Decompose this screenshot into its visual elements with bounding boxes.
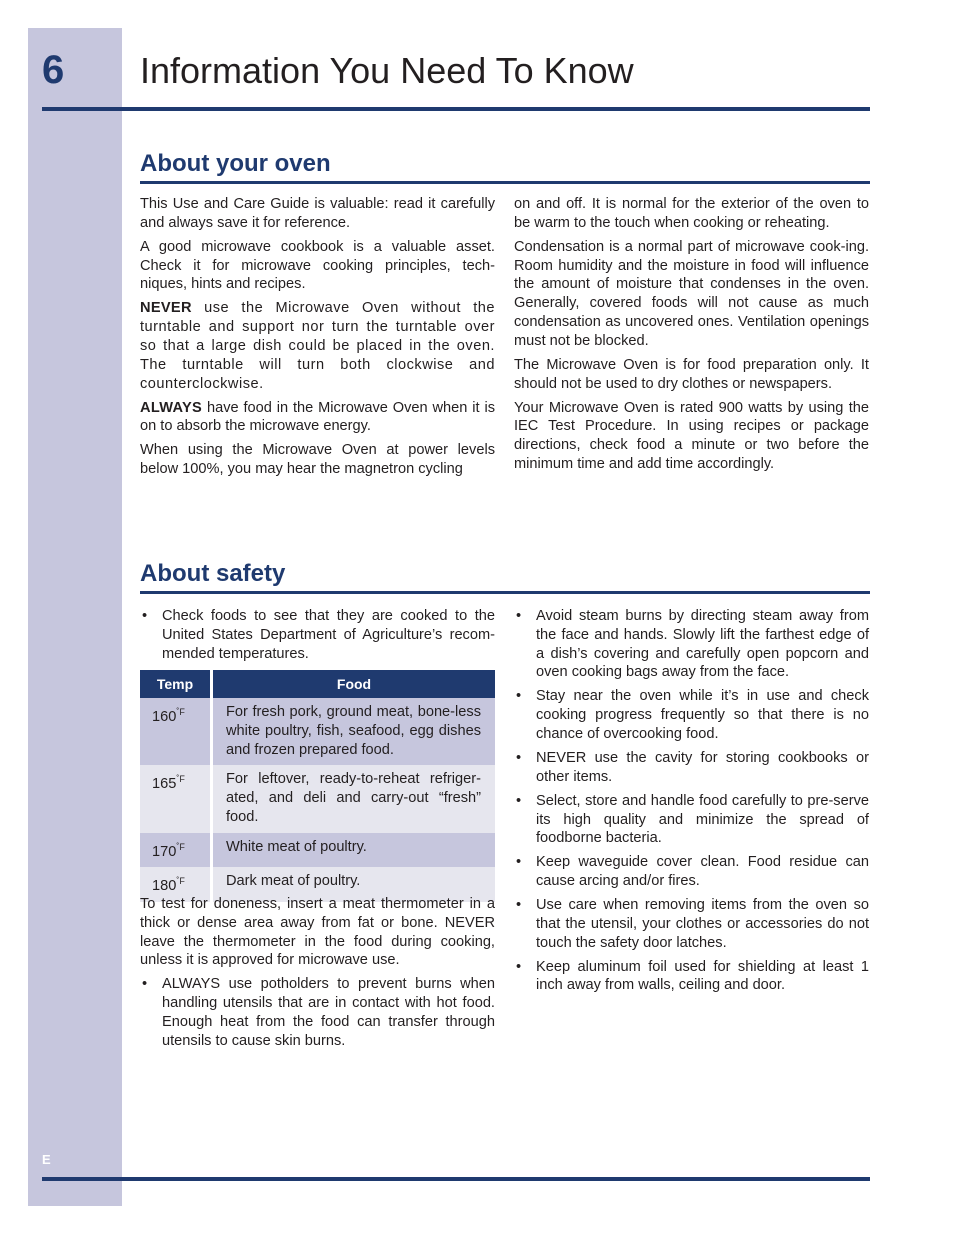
footer-rule bbox=[42, 1177, 870, 1181]
paragraph: This Use and Care Guide is valuable: read it carefully and always save it for reference. bbox=[140, 196, 495, 231]
food-cell: For leftover, ready-to-reheat refriger-ated, and deli and carry-out “fresh” food. bbox=[212, 765, 496, 832]
food-cell: White meat of poultry. bbox=[212, 833, 496, 868]
paragraph-always-food bbox=[140, 399, 495, 437]
temp-cell: $170^{˚F}$ bbox=[140, 833, 212, 868]
list-item: • Stay near the oven while it’s in use and check cooking progress frequently so that there is no chance of overcooking food. bbox=[514, 687, 869, 743]
section-rule-about-safety bbox=[140, 591, 870, 594]
section-rule-about-oven bbox=[140, 181, 870, 184]
paragraph: When using the Microwave Oven at power levels below 100%, you may hear the magnetron cycling bbox=[140, 442, 495, 478]
list-item: • NEVER use the cavity for storing cookbooks or other items. bbox=[514, 749, 869, 787]
list-item: • Use care when removing items from the oven so that the utensil, your clothes or accessories do not touch the safety door latches. bbox=[514, 896, 869, 952]
about-oven-column-right bbox=[514, 195, 869, 479]
list-item: • Keep waveguide cover clean. Food residue can cause arcing and/or fires. bbox=[514, 853, 869, 891]
safety-column-left-lower bbox=[140, 895, 495, 1056]
table-row bbox=[140, 833, 495, 868]
section-heading-about-safety: About safety bbox=[140, 560, 286, 587]
list-item: • ALWAYS use potholders to prevent burns when handling utensils that are in contact with hot food. Enough heat from the food can transfer through utensils to cause skin burns. bbox=[140, 975, 495, 1050]
table-row bbox=[140, 765, 495, 832]
food-cell: Dark meat of poultry. bbox=[212, 867, 496, 902]
temp-cell: $180^{˚F}$ bbox=[140, 867, 212, 902]
paragraph-doneness: To test for doneness, insert a meat thermometer in a thick or dense area away from fat or bone. NEVER leave the thermometer in the food during cooking, unless it is approved for microwave use. bbox=[140, 896, 495, 969]
safety-intro bbox=[140, 607, 495, 669]
paragraph: A good microwave cookbook is a valuable asset. Check it for microwave cooking principles, tech-niques, hints and recipes. bbox=[140, 238, 495, 293]
page-sidebar bbox=[28, 28, 122, 1206]
column-header-food: Food bbox=[212, 670, 496, 698]
paragraph: The Microwave Oven is for food preparation only. It should not be used to dry clothes or newspapers. bbox=[514, 356, 869, 392]
paragraph: Condensation is a normal part of microwave cook-ing. Room humidity and the moisture in food will influence the amount of moisture that condenses in the oven. Generally, covered foods will not cause as much condensation as uncovered ones. Ventilation openings must not be blocked. bbox=[514, 238, 869, 349]
paragraph-never-turntable bbox=[140, 299, 495, 393]
list-item: • Check foods to see that they are cooked to the United States Department of Agriculture’s recom-mended temperatures. bbox=[140, 607, 495, 663]
language-code: E bbox=[42, 1152, 51, 1167]
temp-cell: $160^{˚F}$ bbox=[140, 698, 212, 765]
list-item: • Keep aluminum foil used for shielding at least 1 inch away from walls, ceiling and door. bbox=[514, 958, 869, 996]
about-oven-column-left bbox=[140, 195, 495, 484]
table-header-row bbox=[140, 670, 495, 698]
paragraph-text: use the Microwave Oven without the turntable and support nor turn the turntable over so that a large dish could be placed in the oven. The turntable will turn both clockwise and counterclockwise. bbox=[140, 300, 495, 392]
paragraph: Your Microwave Oven is rated 900 watts by using the IEC Test Procedure. In using recipes or package directions, check food a minute or two before the minimum time and add time accordingly. bbox=[514, 399, 869, 472]
paragraph: on and off. It is normal for the exterior of the oven to be warm to the touch when cooking or reheating. bbox=[514, 196, 869, 231]
emphasis-always: ALWAYS bbox=[140, 399, 203, 416]
safety-column-right bbox=[514, 607, 869, 1000]
column-header-temp: Temp bbox=[140, 670, 212, 698]
temp-cell: $165^{˚F}$ bbox=[140, 765, 212, 832]
food-cell: For fresh pork, ground meat, bone-less white poultry, fish, seafood, egg dishes and frozen prepared food. bbox=[212, 698, 496, 765]
page-title: Information You Need To Know bbox=[140, 50, 634, 91]
section-heading-about-oven: About your oven bbox=[140, 150, 331, 177]
header-rule bbox=[42, 107, 870, 111]
paragraph-text: have food in the Microwave Oven when it is on to absorb the microwave energy. bbox=[140, 399, 495, 435]
emphasis-never: NEVER bbox=[140, 300, 192, 317]
table-row bbox=[140, 698, 495, 765]
list-item: • Avoid steam burns by directing steam away from the face and hands. Slowly lift the farthest edge of a dish’s covering and carefully open popcorn and oven cooking bags away from the face. bbox=[514, 607, 869, 682]
page-number: 6 bbox=[42, 48, 65, 92]
temperature-table bbox=[140, 670, 495, 902]
list-item: • Select, store and handle food carefully to pre-serve its high quality and minimize the spread of foodborne bacteria. bbox=[514, 792, 869, 848]
